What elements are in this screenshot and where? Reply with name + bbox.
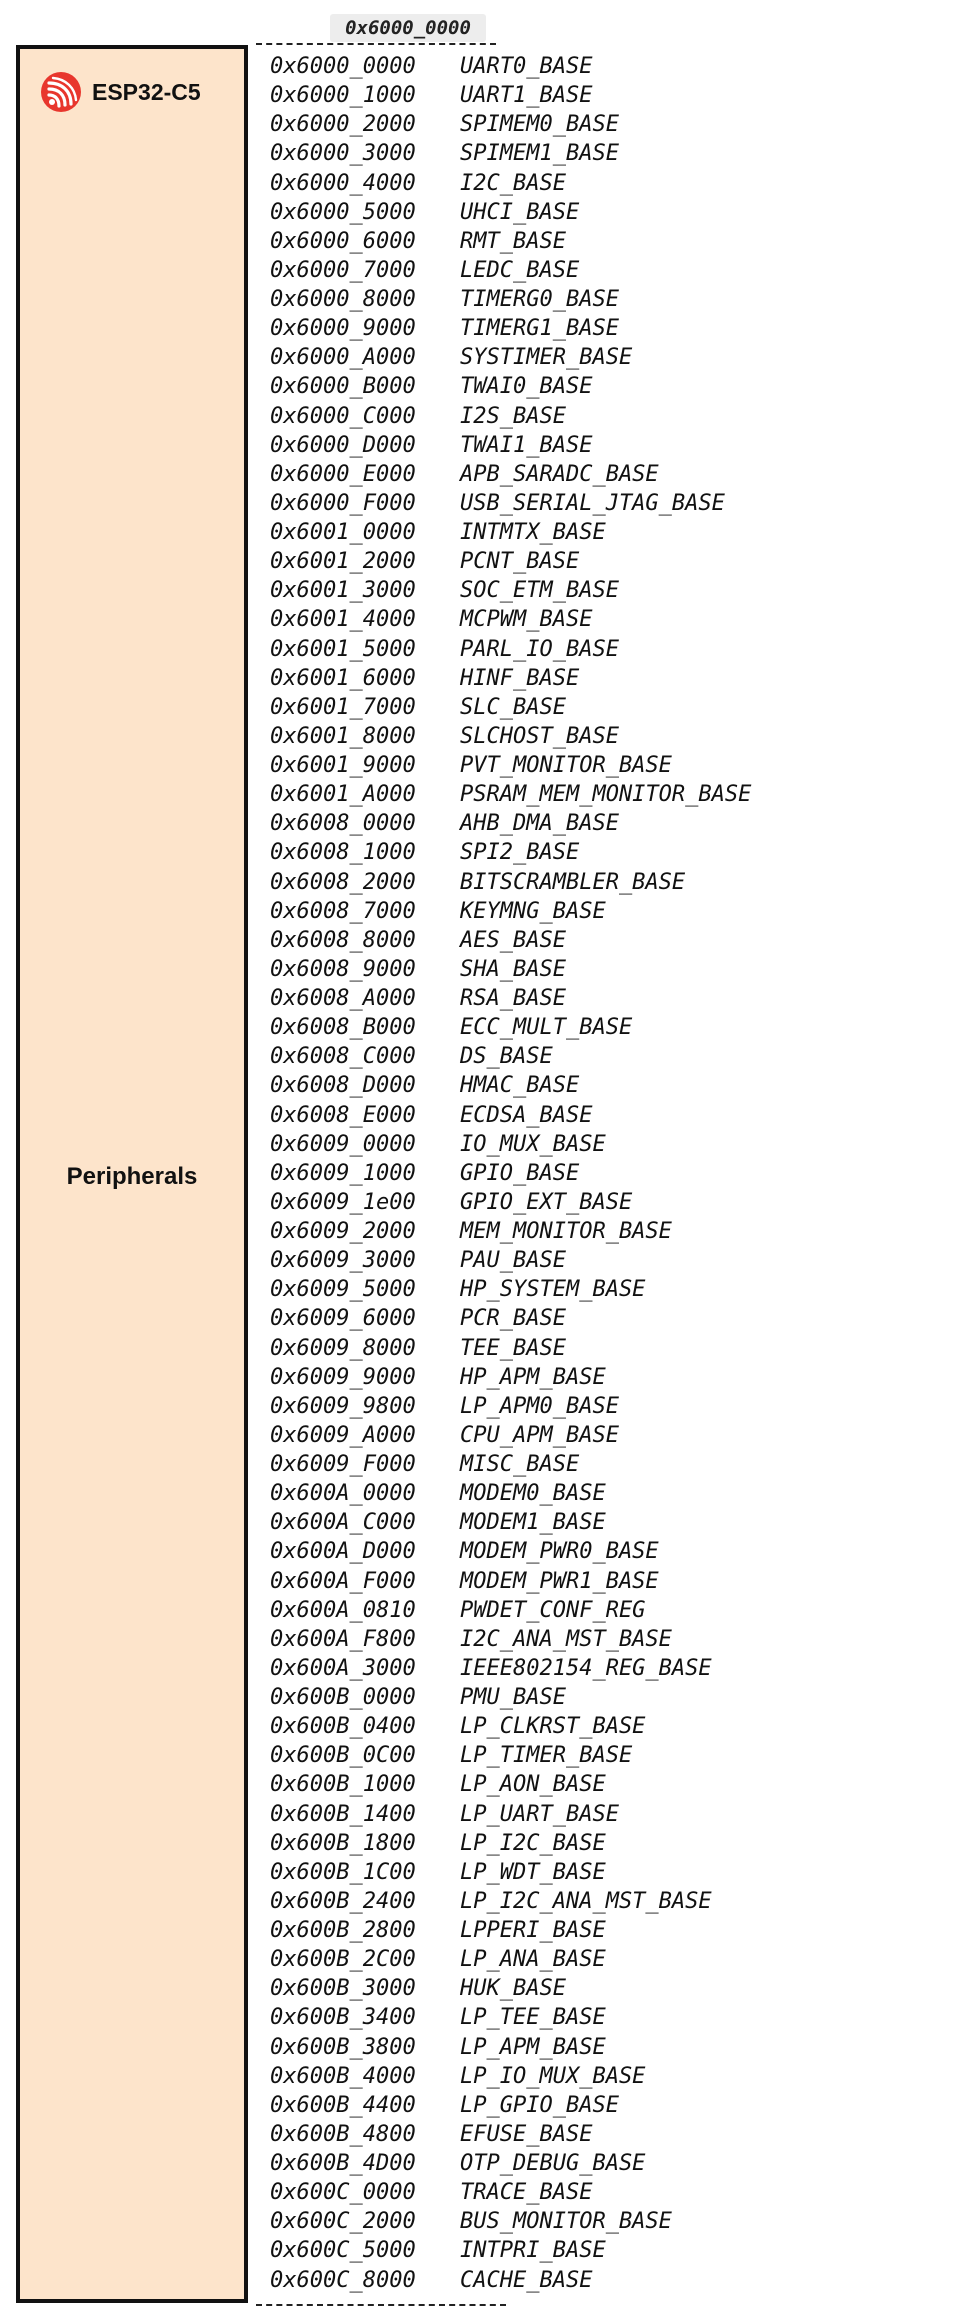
register-name: PWDET_CONF_REG: [460, 1597, 646, 1623]
register-address: 0x6008_9000: [270, 956, 416, 982]
register-address: 0x600C_5000: [270, 2238, 416, 2264]
register-name: LP_I2C_ANA_MST_BASE: [460, 1888, 712, 1914]
register-address: 0x6009_A000: [270, 1422, 416, 1448]
register-name: I2C_BASE: [460, 170, 566, 196]
register-address: 0x6001_A000: [270, 782, 416, 808]
chip-header: [40, 71, 201, 113]
register-name: ECDSA_BASE: [460, 1102, 593, 1128]
register-row: [270, 110, 751, 139]
register-row: [270, 1945, 751, 1974]
register-address: 0x600B_3800: [270, 2034, 416, 2060]
register-row: [270, 1741, 751, 1770]
register-row: [270, 1013, 751, 1042]
register-name: LP_CLKRST_BASE: [460, 1714, 646, 1740]
register-address: 0x600B_4000: [270, 2063, 416, 2089]
register-name: CACHE_BASE: [460, 2267, 593, 2293]
register-name: I2S_BASE: [460, 403, 566, 429]
register-row: [270, 1654, 751, 1683]
register-row: [270, 1974, 751, 2003]
register-row: [270, 897, 751, 926]
register-row: [270, 2062, 751, 2091]
register-name: DS_BASE: [460, 1044, 553, 1070]
register-address: 0x6009_3000: [270, 1248, 416, 1274]
register-row: [270, 605, 751, 634]
register-address: 0x6000_E000: [270, 461, 416, 487]
register-row: [270, 2091, 751, 2120]
register-address: 0x600B_2800: [270, 1918, 416, 1944]
register-address: 0x600B_3000: [270, 1976, 416, 2002]
register-address: 0x600B_1400: [270, 1801, 416, 1827]
register-list: [270, 52, 751, 2295]
register-name: SOC_ETM_BASE: [460, 578, 619, 604]
register-name: EFUSE_BASE: [460, 2121, 593, 2147]
register-name: HP_SYSTEM_BASE: [460, 1277, 646, 1303]
register-name: AES_BASE: [460, 927, 566, 953]
register-name: SLCHOST_BASE: [460, 723, 619, 749]
register-name: BUS_MONITOR_BASE: [460, 2209, 672, 2235]
register-row: [270, 635, 751, 664]
register-name: PSRAM_MEM_MONITOR_BASE: [460, 782, 752, 808]
register-address: 0x6001_5000: [270, 636, 416, 662]
register-name: TEE_BASE: [460, 1335, 566, 1361]
register-address: 0x600B_2C00: [270, 1947, 416, 1973]
register-name: LP_GPIO_BASE: [460, 2092, 619, 2118]
register-name: LP_APM0_BASE: [460, 1393, 619, 1419]
register-address: 0x6008_0000: [270, 811, 416, 837]
register-address: 0x6008_A000: [270, 986, 416, 1012]
region-start-boundary: [256, 43, 496, 45]
register-address: 0x6009_8000: [270, 1335, 416, 1361]
register-address: 0x6001_2000: [270, 549, 416, 575]
register-address: 0x6000_0000: [270, 54, 416, 80]
register-row: [270, 868, 751, 897]
register-row: [270, 1858, 751, 1887]
register-address: 0x600B_4D00: [270, 2151, 416, 2177]
register-name: HP_APM_BASE: [460, 1364, 606, 1390]
register-address: 0x6009_9800: [270, 1393, 416, 1419]
register-row: [270, 372, 751, 401]
register-name: MEM_MONITOR_BASE: [460, 1219, 672, 1245]
register-name: KEYMNG_BASE: [460, 898, 606, 924]
register-address: 0x600A_C000: [270, 1510, 416, 1536]
register-row: [270, 576, 751, 605]
register-row: [270, 2120, 751, 2149]
register-address: 0x6001_9000: [270, 753, 416, 779]
register-row: [270, 838, 751, 867]
register-row: [270, 489, 751, 518]
register-row: [270, 693, 751, 722]
register-address: 0x6008_C000: [270, 1044, 416, 1070]
register-row: [270, 984, 751, 1013]
register-address: 0x600A_F800: [270, 1626, 416, 1652]
register-row: [270, 1421, 751, 1450]
register-name: PVT_MONITOR_BASE: [460, 753, 672, 779]
register-address: 0x6009_F000: [270, 1452, 416, 1478]
register-address: 0x6000_2000: [270, 112, 416, 138]
register-row: [270, 547, 751, 576]
register-name: MCPWM_BASE: [460, 607, 593, 633]
register-row: [270, 81, 751, 110]
register-address: 0x600B_4400: [270, 2092, 416, 2118]
register-address: 0x600B_0000: [270, 1685, 416, 1711]
register-name: HMAC_BASE: [460, 1073, 580, 1099]
register-address: 0x6008_2000: [270, 869, 416, 895]
register-name: INTMTX_BASE: [460, 520, 606, 546]
register-row: [270, 1479, 751, 1508]
register-row: [270, 1101, 751, 1130]
register-row: [270, 722, 751, 751]
register-address: 0x6000_9000: [270, 316, 416, 342]
chip-name: ESP32-C5: [92, 78, 201, 105]
register-row: [270, 52, 751, 81]
register-address: 0x6009_2000: [270, 1219, 416, 1245]
register-name: LP_WDT_BASE: [460, 1859, 606, 1885]
register-address: 0x6009_9000: [270, 1364, 416, 1390]
register-address: 0x600A_D000: [270, 1539, 416, 1565]
register-name: LP_ANA_BASE: [460, 1947, 606, 1973]
register-address: 0x6009_6000: [270, 1306, 416, 1332]
register-row: [270, 2178, 751, 2207]
register-address: 0x6000_C000: [270, 403, 416, 429]
register-name: LP_AON_BASE: [460, 1772, 606, 1798]
register-name: GPIO_BASE: [460, 1160, 580, 1186]
register-row: [270, 1217, 751, 1246]
register-row: [270, 1625, 751, 1654]
register-name: UHCI_BASE: [460, 199, 580, 225]
register-row: [270, 518, 751, 547]
register-row: [270, 2003, 751, 2032]
register-row: [270, 1304, 751, 1333]
register-row: [270, 2033, 751, 2062]
peripherals-region: [16, 45, 248, 2303]
register-row: [270, 343, 751, 372]
register-name: LP_UART_BASE: [460, 1801, 619, 1827]
register-name: CPU_APM_BASE: [460, 1422, 619, 1448]
register-name: INTPRI_BASE: [460, 2238, 606, 2264]
register-row: [270, 1275, 751, 1304]
register-name: TWAI0_BASE: [460, 374, 593, 400]
register-row: [270, 431, 751, 460]
register-address: 0x6001_4000: [270, 607, 416, 633]
register-address: 0x600B_3400: [270, 2005, 416, 2031]
register-name: SYSTIMER_BASE: [460, 345, 633, 371]
espressif-logo-icon: [40, 71, 82, 113]
register-row: [270, 1712, 751, 1741]
register-name: PAU_BASE: [460, 1248, 566, 1274]
register-address: 0x600B_2400: [270, 1888, 416, 1914]
register-address: 0x6008_B000: [270, 1015, 416, 1041]
region-label: Peripherals: [66, 1163, 198, 1190]
register-name: MISC_BASE: [460, 1452, 580, 1478]
register-row: [270, 1363, 751, 1392]
register-row: [270, 1596, 751, 1625]
register-name: MODEM1_BASE: [460, 1510, 606, 1536]
register-address: 0x6009_0000: [270, 1131, 416, 1157]
register-row: [270, 1537, 751, 1566]
register-name: PARL_IO_BASE: [460, 636, 619, 662]
register-name: I2C_ANA_MST_BASE: [460, 1626, 672, 1652]
register-name: PMU_BASE: [460, 1685, 566, 1711]
register-address: 0x6008_D000: [270, 1073, 416, 1099]
register-name: LP_APM_BASE: [460, 2034, 606, 2060]
register-address: 0x6000_3000: [270, 141, 416, 167]
register-name: HINF_BASE: [460, 665, 580, 691]
register-row: [270, 2149, 751, 2178]
register-row: [270, 955, 751, 984]
register-name: IO_MUX_BASE: [460, 1131, 606, 1157]
register-row: [270, 1071, 751, 1100]
register-row: [270, 1334, 751, 1363]
register-address: 0x6001_0000: [270, 520, 416, 546]
register-address: 0x6000_F000: [270, 490, 416, 516]
register-row: [270, 1042, 751, 1071]
register-address: 0x600A_0000: [270, 1481, 416, 1507]
register-row: [270, 314, 751, 343]
register-name: SPIMEM0_BASE: [460, 112, 619, 138]
register-row: [270, 402, 751, 431]
register-address: 0x600B_4800: [270, 2121, 416, 2147]
register-name: SPI2_BASE: [460, 840, 580, 866]
register-row: [270, 198, 751, 227]
register-row: [270, 1916, 751, 1945]
register-address: 0x6008_1000: [270, 840, 416, 866]
register-address: 0x600C_0000: [270, 2180, 416, 2206]
register-row: [270, 1450, 751, 1479]
register-row: [270, 169, 751, 198]
register-address: 0x600B_1000: [270, 1772, 416, 1798]
register-name: MODEM_PWR0_BASE: [460, 1539, 659, 1565]
register-address: 0x6008_E000: [270, 1102, 416, 1128]
register-row: [270, 256, 751, 285]
register-address: 0x6001_7000: [270, 694, 416, 720]
register-address: 0x6001_8000: [270, 723, 416, 749]
register-name: MODEM_PWR1_BASE: [460, 1568, 659, 1594]
register-name: LP_TIMER_BASE: [460, 1743, 633, 1769]
register-address: 0x6000_D000: [270, 432, 416, 458]
register-name: AHB_DMA_BASE: [460, 811, 619, 837]
register-address: 0x6000_8000: [270, 287, 416, 313]
register-address: 0x6000_A000: [270, 345, 416, 371]
register-address: 0x6001_3000: [270, 578, 416, 604]
register-row: [270, 1770, 751, 1799]
register-name: TIMERG0_BASE: [460, 287, 619, 313]
register-name: OTP_DEBUG_BASE: [460, 2151, 646, 2177]
register-name: SPIMEM1_BASE: [460, 141, 619, 167]
register-name: MODEM0_BASE: [460, 1481, 606, 1507]
register-row: [270, 926, 751, 955]
register-address: 0x600B_1800: [270, 1830, 416, 1856]
register-address: 0x600A_0810: [270, 1597, 416, 1623]
register-address: 0x6000_B000: [270, 374, 416, 400]
register-address: 0x6001_6000: [270, 665, 416, 691]
register-address: 0x600C_8000: [270, 2267, 416, 2293]
register-row: [270, 1392, 751, 1421]
register-name: SLC_BASE: [460, 694, 566, 720]
register-address: 0x600B_0C00: [270, 1743, 416, 1769]
register-name: TIMERG1_BASE: [460, 316, 619, 342]
register-address: 0x6000_1000: [270, 83, 416, 109]
register-address: 0x6009_1e00: [270, 1189, 416, 1215]
register-row: [270, 227, 751, 256]
register-name: LP_I2C_BASE: [460, 1830, 606, 1856]
region-end-boundary: [256, 2304, 506, 2306]
register-name: LP_TEE_BASE: [460, 2005, 606, 2031]
register-row: [270, 1508, 751, 1537]
register-address: 0x6009_1000: [270, 1160, 416, 1186]
register-name: ECC_MULT_BASE: [460, 1015, 633, 1041]
register-row: [270, 2236, 751, 2265]
register-name: RSA_BASE: [460, 986, 566, 1012]
start-address-label: 0x6000_0000: [330, 14, 486, 42]
register-row: [270, 285, 751, 314]
register-name: LEDC_BASE: [460, 257, 580, 283]
register-address: 0x6000_5000: [270, 199, 416, 225]
register-name: GPIO_EXT_BASE: [460, 1189, 633, 1215]
register-address: 0x6000_6000: [270, 228, 416, 254]
register-row: [270, 2207, 751, 2236]
register-row: [270, 1887, 751, 1916]
register-row: [270, 1683, 751, 1712]
register-name: UART1_BASE: [460, 83, 593, 109]
register-row: [270, 809, 751, 838]
register-row: [270, 460, 751, 489]
register-name: SHA_BASE: [460, 956, 566, 982]
register-address: 0x6008_7000: [270, 898, 416, 924]
register-name: LPPERI_BASE: [460, 1918, 606, 1944]
register-row: [270, 139, 751, 168]
register-row: [270, 1188, 751, 1217]
register-name: HUK_BASE: [460, 1976, 566, 2002]
register-name: PCNT_BASE: [460, 549, 580, 575]
register-name: USB_SERIAL_JTAG_BASE: [460, 490, 725, 516]
register-row: [270, 1130, 751, 1159]
register-address: 0x600A_3000: [270, 1655, 416, 1681]
register-address: 0x600B_1C00: [270, 1859, 416, 1885]
register-name: PCR_BASE: [460, 1306, 566, 1332]
register-address: 0x600B_0400: [270, 1714, 416, 1740]
register-row: [270, 780, 751, 809]
register-address: 0x6000_4000: [270, 170, 416, 196]
register-row: [270, 751, 751, 780]
register-name: IEEE802154_REG_BASE: [460, 1655, 712, 1681]
register-name: RMT_BASE: [460, 228, 566, 254]
register-name: LP_IO_MUX_BASE: [460, 2063, 646, 2089]
register-address: 0x600C_2000: [270, 2209, 416, 2235]
register-name: UART0_BASE: [460, 54, 593, 80]
register-name: BITSCRAMBLER_BASE: [460, 869, 686, 895]
register-row: [270, 1800, 751, 1829]
register-row: [270, 1829, 751, 1858]
register-name: TRACE_BASE: [460, 2180, 593, 2206]
register-row: [270, 1246, 751, 1275]
register-row: [270, 664, 751, 693]
register-address: 0x6000_7000: [270, 257, 416, 283]
register-name: TWAI1_BASE: [460, 432, 593, 458]
register-address: 0x6009_5000: [270, 1277, 416, 1303]
register-name: APB_SARADC_BASE: [460, 461, 659, 487]
register-address: 0x600A_F000: [270, 1568, 416, 1594]
register-address: 0x6008_8000: [270, 927, 416, 953]
register-row: [270, 1567, 751, 1596]
register-row: [270, 2266, 751, 2295]
register-row: [270, 1159, 751, 1188]
